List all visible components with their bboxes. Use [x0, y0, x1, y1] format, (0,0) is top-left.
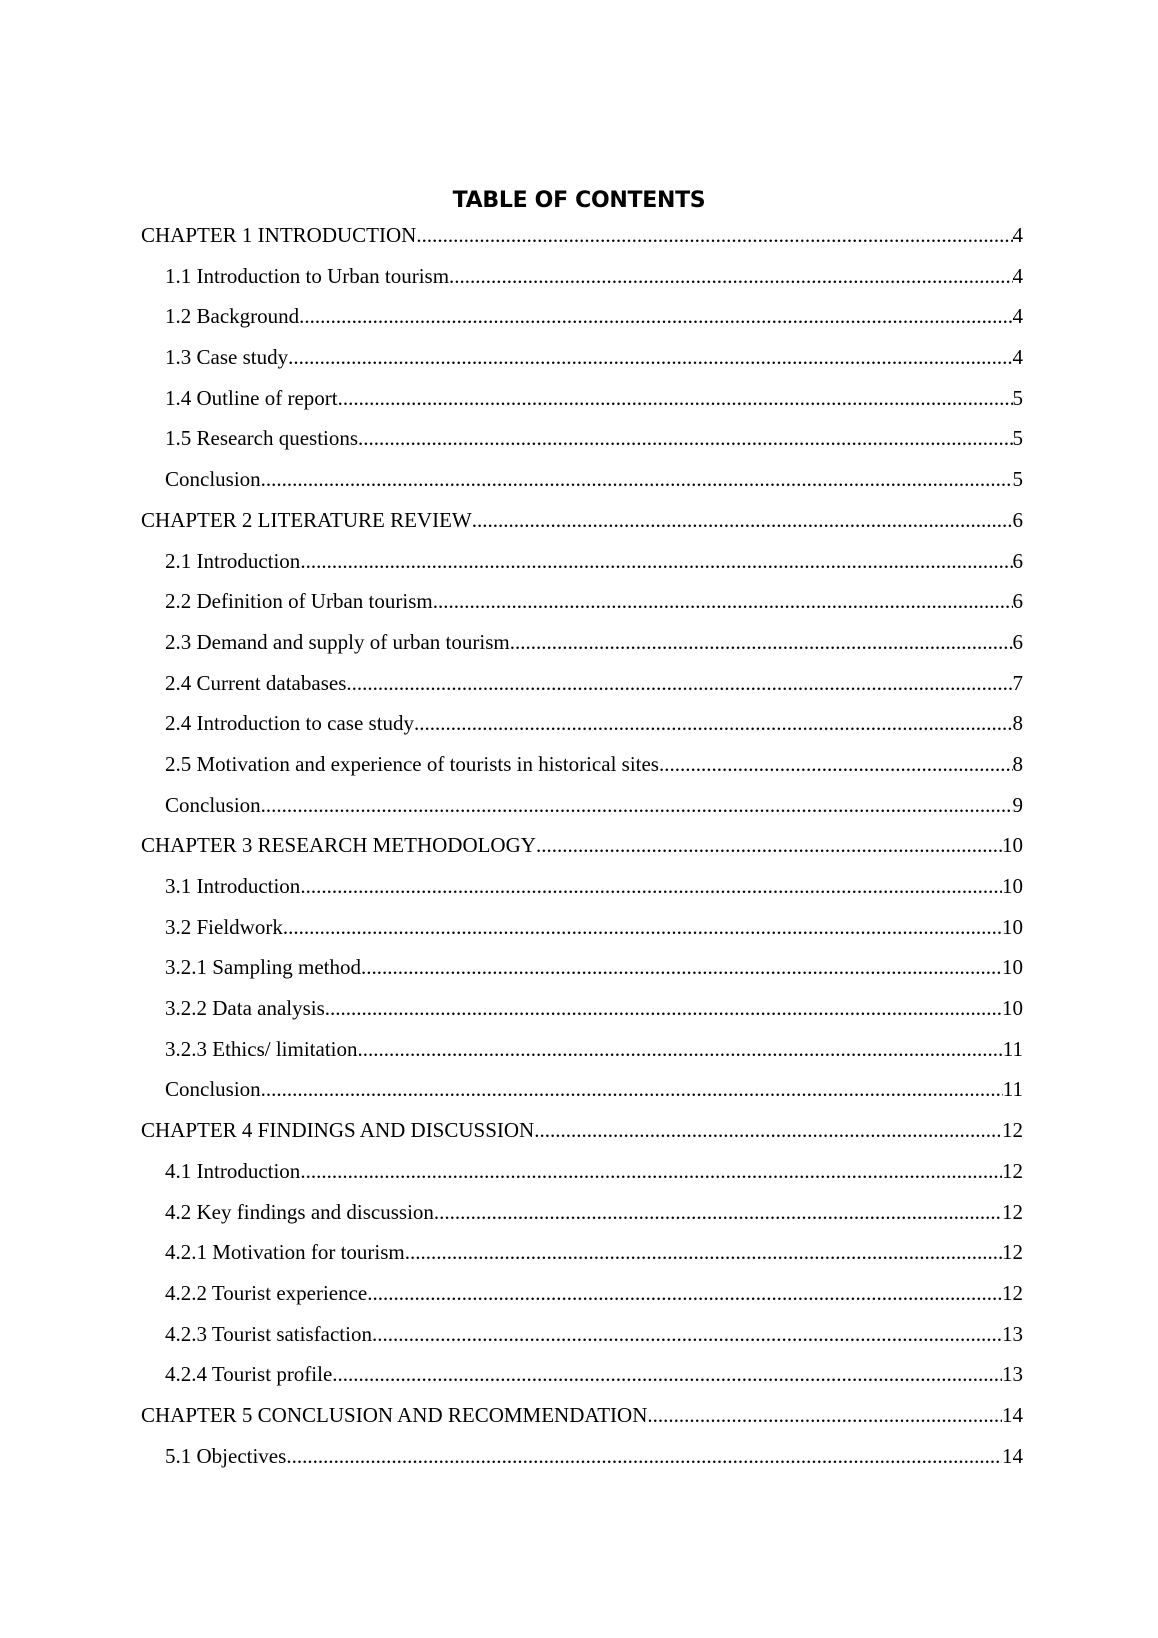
toc-page-number: 6	[1012, 629, 1023, 654]
toc-page-number: 12	[1002, 1240, 1023, 1265]
toc-section-entry[interactable]	[165, 792, 1023, 833]
toc-dot-leader	[286, 1443, 1002, 1469]
toc-page-number: 4	[1012, 345, 1023, 370]
toc-page-number: 6	[1012, 589, 1023, 614]
toc-title: TABLE OF CONTENTS	[452, 188, 706, 213]
toc-entry-title: CHAPTER 1 INTRODUCTION	[141, 223, 417, 247]
toc-dot-leader	[299, 303, 1012, 329]
toc-page-number: 12	[1002, 1158, 1023, 1183]
toc-entry-title: 2.4 Introduction to case study	[165, 711, 415, 736]
toc-entry-title: Conclusion	[165, 1077, 261, 1102]
toc-page-number: 11	[1002, 1036, 1023, 1061]
toc-entry-title: Conclusion	[165, 467, 261, 492]
toc-dot-leader	[416, 222, 1012, 248]
toc-page-number: 14	[1002, 1402, 1023, 1427]
toc-dot-leader	[300, 1158, 1002, 1184]
toc-entry-title: 5.1 Objectives	[165, 1443, 287, 1468]
toc-page-number: 10	[1002, 955, 1023, 980]
toc-section-entry[interactable]	[165, 1036, 1023, 1077]
toc-entry-title: 3.2.3 Ethics/ limitation	[165, 1036, 358, 1061]
toc-page-number: 7	[1012, 670, 1023, 695]
toc-dot-leader	[536, 832, 1002, 858]
toc-page-number: 4	[1012, 304, 1023, 329]
toc-dot-leader	[358, 1036, 1003, 1062]
toc-page-number: 8	[1012, 711, 1023, 736]
toc-dot-leader	[449, 263, 1012, 289]
toc-dot-leader	[372, 1321, 1002, 1347]
toc-dot-leader	[288, 344, 1012, 370]
toc-section-entry[interactable]	[165, 425, 1023, 466]
toc-entry-title: 2.4 Current databases	[165, 670, 347, 695]
toc-entry-title: Conclusion	[165, 792, 261, 817]
toc-section-entry[interactable]	[165, 263, 1023, 304]
toc-section-entry[interactable]	[165, 303, 1023, 344]
toc-page-number: 9	[1012, 792, 1023, 817]
toc-dot-leader	[433, 588, 1013, 614]
toc-chapter-entry[interactable]	[141, 1402, 1023, 1443]
toc-dot-leader	[647, 1402, 1002, 1428]
toc-dot-leader	[361, 954, 1002, 980]
toc-section-entry[interactable]	[165, 914, 1023, 955]
toc-entry-title: 1.5 Research questions	[165, 426, 359, 451]
toc-chapter-entry[interactable]	[141, 832, 1023, 873]
toc-list	[0, 222, 1158, 1483]
toc-page-number: 12	[1002, 1199, 1023, 1224]
toc-entry-title: 4.1 Introduction	[165, 1158, 301, 1183]
toc-dot-leader	[283, 914, 1002, 940]
toc-section-entry[interactable]	[165, 954, 1023, 995]
toc-entry-title: 4.2.4 Tourist profile	[165, 1362, 333, 1387]
toc-entry-title: CHAPTER 3 RESEARCH METHODOLOGY	[141, 833, 536, 858]
toc-chapter-entry[interactable]	[141, 222, 1023, 263]
toc-dot-leader	[367, 1280, 1002, 1306]
toc-page-number: 4	[1012, 223, 1023, 247]
toc-entry-title: CHAPTER 4 FINDINGS AND DISCUSSION	[141, 1118, 535, 1143]
toc-section-entry[interactable]	[165, 751, 1023, 792]
toc-page-number: 8	[1012, 751, 1023, 776]
toc-section-entry[interactable]	[165, 629, 1023, 670]
toc-entry-title: 2.3 Demand and supply of urban tourism	[165, 629, 510, 654]
toc-dot-leader	[261, 1076, 1003, 1102]
toc-page-number: 10	[1002, 833, 1023, 858]
toc-entry-title: 3.2.2 Data analysis	[165, 996, 325, 1021]
toc-section-entry[interactable]	[165, 1158, 1023, 1199]
toc-section-entry[interactable]	[165, 1199, 1023, 1240]
toc-dot-leader	[510, 629, 1013, 655]
toc-section-entry[interactable]	[165, 1361, 1023, 1402]
toc-page-number: 5	[1012, 385, 1023, 410]
toc-page-number: 6	[1012, 548, 1023, 573]
toc-dot-leader	[472, 507, 1013, 533]
toc-dot-leader	[261, 792, 1013, 818]
toc-chapter-entry[interactable]	[141, 1117, 1023, 1158]
toc-section-entry[interactable]	[165, 1280, 1023, 1321]
toc-section-entry[interactable]	[165, 995, 1023, 1036]
toc-section-entry[interactable]	[165, 1321, 1023, 1362]
toc-section-entry[interactable]	[165, 1076, 1023, 1117]
toc-section-entry[interactable]	[165, 385, 1023, 426]
toc-entry-title: 1.2 Background	[165, 304, 300, 329]
toc-entry-title: 1.4 Outline of report	[165, 385, 338, 410]
toc-dot-leader	[358, 425, 1012, 451]
toc-entry-title: 3.1 Introduction	[165, 874, 301, 898]
toc-page-number: 12	[1002, 1280, 1023, 1305]
toc-page-number: 13	[1002, 1321, 1023, 1346]
toc-page-number: 11	[1002, 1077, 1023, 1102]
toc-entry-title: 4.2 Key findings and discussion	[165, 1199, 434, 1224]
toc-page-number: 4	[1012, 263, 1023, 288]
toc-page-number: 12	[1002, 1118, 1023, 1143]
toc-entry-title: 4.2.2 Tourist experience	[165, 1280, 368, 1305]
toc-dot-leader	[659, 751, 1013, 777]
toc-entry-title: 4.2.3 Tourist satisfaction	[165, 1321, 372, 1346]
toc-dot-leader	[300, 548, 1012, 574]
toc-dot-leader	[300, 873, 1002, 899]
toc-dot-leader	[534, 1117, 1002, 1143]
toc-entry-title: 1.3 Case study	[165, 345, 289, 370]
toc-section-entry[interactable]	[165, 466, 1023, 507]
toc-page-number: 10	[1002, 996, 1023, 1021]
toc-dot-leader	[332, 1361, 1002, 1387]
toc-entry-title: 2.5 Motivation and experience of tourists in historical sites	[165, 751, 659, 776]
toc-section-entry[interactable]	[165, 344, 1023, 385]
toc-dot-leader	[414, 710, 1012, 736]
toc-page-number: 5	[1012, 467, 1023, 492]
toc-section-entry[interactable]	[165, 873, 1023, 914]
toc-section-entry[interactable]	[165, 710, 1023, 751]
toc-page-number: 10	[1002, 874, 1023, 898]
toc-entry-title: 2.2 Definition of Urban tourism	[165, 589, 433, 614]
toc-page-number: 6	[1012, 507, 1023, 532]
toc-entry-title: 3.2 Fieldwork	[165, 914, 283, 939]
toc-entry-title: CHAPTER 5 CONCLUSION AND RECOMMENDATION	[141, 1402, 648, 1427]
toc-section-entry[interactable]	[165, 588, 1023, 629]
toc-dot-leader	[346, 670, 1012, 696]
toc-page-number: 14	[1002, 1443, 1023, 1468]
toc-entry-title: 4.2.1 Motivation for tourism	[165, 1240, 405, 1265]
toc-section-entry[interactable]	[165, 1443, 1023, 1484]
toc-section-entry[interactable]	[165, 670, 1023, 711]
toc-entry-title: CHAPTER 2 LITERATURE REVIEW	[141, 507, 472, 532]
toc-entry-title: 3.2.1 Sampling method	[165, 955, 361, 980]
toc-dot-leader	[338, 385, 1013, 411]
toc-page-number: 10	[1002, 914, 1023, 939]
toc-page-number: 13	[1002, 1362, 1023, 1387]
toc-dot-leader	[405, 1239, 1002, 1265]
toc-dot-leader	[325, 995, 1002, 1021]
toc-chapter-entry[interactable]	[141, 507, 1023, 548]
toc-dot-leader	[261, 466, 1013, 492]
toc-section-entry[interactable]	[165, 548, 1023, 589]
toc-entry-title: 2.1 Introduction	[165, 548, 301, 573]
toc-section-entry[interactable]	[165, 1239, 1023, 1280]
toc-page-number: 5	[1012, 426, 1023, 451]
toc-dot-leader	[434, 1199, 1002, 1225]
toc-entry-title: 1.1 Introduction to Urban tourism	[165, 263, 450, 288]
